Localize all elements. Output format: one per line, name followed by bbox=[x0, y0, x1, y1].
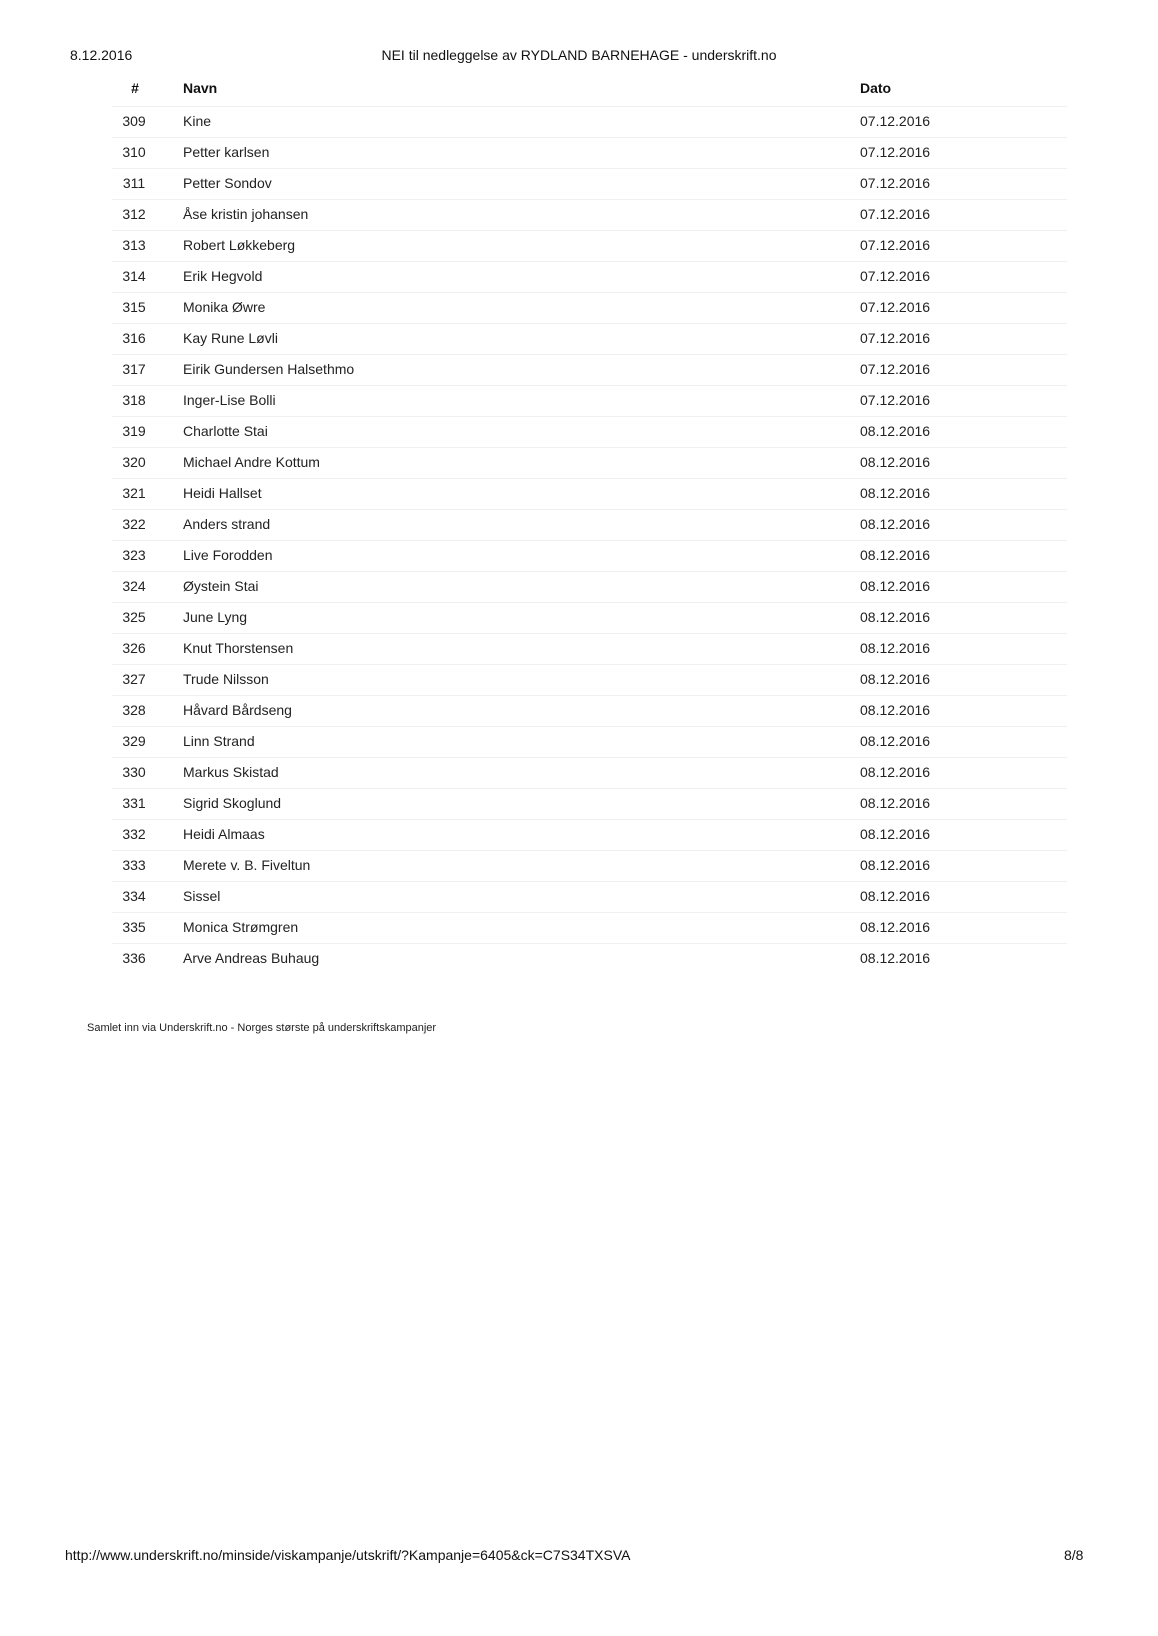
row-number: 313 bbox=[122, 237, 146, 253]
row-date: 07.12.2016 bbox=[860, 299, 931, 315]
row-date: 08.12.2016 bbox=[860, 950, 931, 966]
table-row bbox=[0, 261, 1158, 292]
row-date: 08.12.2016 bbox=[860, 454, 931, 470]
row-date: 07.12.2016 bbox=[860, 113, 931, 129]
table-row bbox=[0, 106, 1158, 137]
row-divider bbox=[112, 726, 1067, 727]
row-number: 309 bbox=[122, 113, 146, 129]
table-row bbox=[0, 757, 1158, 788]
row-name: Anders strand bbox=[183, 516, 271, 532]
row-date: 08.12.2016 bbox=[860, 485, 931, 501]
table-row bbox=[0, 943, 1158, 974]
table-row bbox=[0, 602, 1158, 633]
row-date: 08.12.2016 bbox=[860, 857, 931, 873]
row-name: Markus Skistad bbox=[183, 764, 279, 780]
table-row bbox=[0, 633, 1158, 664]
table-row bbox=[0, 819, 1158, 850]
row-date: 08.12.2016 bbox=[860, 702, 931, 718]
page-number: 8/8 bbox=[1064, 1547, 1084, 1563]
row-name: Monika Øwre bbox=[183, 299, 266, 315]
row-number: 322 bbox=[122, 516, 146, 532]
row-number: 325 bbox=[122, 609, 146, 625]
row-number: 317 bbox=[122, 361, 146, 377]
row-name: Åse kristin johansen bbox=[183, 206, 309, 222]
row-number: 336 bbox=[122, 950, 146, 966]
signature-table bbox=[0, 106, 1158, 974]
row-date: 07.12.2016 bbox=[860, 268, 931, 284]
table-row bbox=[0, 509, 1158, 540]
table-row bbox=[0, 540, 1158, 571]
table-row bbox=[0, 447, 1158, 478]
row-divider bbox=[112, 416, 1067, 417]
row-number: 327 bbox=[122, 671, 146, 687]
row-number: 319 bbox=[122, 423, 146, 439]
row-name: Eirik Gundersen Halsethmo bbox=[183, 361, 355, 377]
row-date: 08.12.2016 bbox=[860, 764, 931, 780]
row-number: 315 bbox=[122, 299, 146, 315]
table-row bbox=[0, 230, 1158, 261]
row-name: Merete v. B. Fiveltun bbox=[183, 857, 311, 873]
row-date: 08.12.2016 bbox=[860, 516, 931, 532]
row-number: 314 bbox=[122, 268, 146, 284]
row-date: 08.12.2016 bbox=[860, 609, 931, 625]
column-header-name: Navn bbox=[183, 80, 218, 96]
row-divider bbox=[112, 230, 1067, 231]
row-name: Live Forodden bbox=[183, 547, 273, 563]
row-name: Petter karlsen bbox=[183, 144, 270, 160]
row-divider bbox=[112, 168, 1067, 169]
row-date: 07.12.2016 bbox=[860, 330, 931, 346]
row-number: 321 bbox=[122, 485, 146, 501]
row-name: Erik Hegvold bbox=[183, 268, 263, 284]
table-row bbox=[0, 354, 1158, 385]
row-number: 328 bbox=[122, 702, 146, 718]
row-date: 07.12.2016 bbox=[860, 175, 931, 191]
row-name: Charlotte Stai bbox=[183, 423, 268, 439]
table-row bbox=[0, 323, 1158, 354]
row-divider bbox=[112, 137, 1067, 138]
table-row bbox=[0, 416, 1158, 447]
row-name: Heidi Almaas bbox=[183, 826, 265, 842]
row-name: Arve Andreas Buhaug bbox=[183, 950, 320, 966]
row-number: 320 bbox=[122, 454, 146, 470]
row-divider bbox=[112, 106, 1067, 107]
row-divider bbox=[112, 354, 1067, 355]
table-row bbox=[0, 726, 1158, 757]
row-divider bbox=[112, 602, 1067, 603]
column-header-date: Dato bbox=[860, 80, 892, 96]
table-row bbox=[0, 664, 1158, 695]
row-divider bbox=[112, 478, 1067, 479]
row-name: Michael Andre Kottum bbox=[183, 454, 320, 470]
page-url: http://www.underskrift.no/minside/viskampanje/utskrift/?Kampanje=6405&ck=C7S34TXSVA bbox=[65, 1547, 631, 1563]
row-name: Petter Sondov bbox=[183, 175, 272, 191]
row-divider bbox=[112, 323, 1067, 324]
row-number: 324 bbox=[122, 578, 146, 594]
row-number: 335 bbox=[122, 919, 146, 935]
row-divider bbox=[112, 788, 1067, 789]
row-date: 08.12.2016 bbox=[860, 888, 931, 904]
table-row bbox=[0, 571, 1158, 602]
row-name: Heidi Hallset bbox=[183, 485, 262, 501]
row-name: Knut Thorstensen bbox=[183, 640, 294, 656]
row-divider bbox=[112, 540, 1067, 541]
row-number: 333 bbox=[122, 857, 146, 873]
collection-note: Samlet inn via Underskrift.no - Norges største på underskriftskampanjer bbox=[87, 1022, 437, 1034]
table-row bbox=[0, 881, 1158, 912]
row-date: 07.12.2016 bbox=[860, 206, 931, 222]
table-row bbox=[0, 385, 1158, 416]
row-date: 08.12.2016 bbox=[860, 547, 931, 563]
table-header bbox=[0, 80, 1158, 102]
table-row bbox=[0, 199, 1158, 230]
page-header-date: 8.12.2016 bbox=[70, 47, 133, 63]
table-row bbox=[0, 850, 1158, 881]
row-divider bbox=[112, 261, 1067, 262]
table-row bbox=[0, 137, 1158, 168]
row-divider bbox=[112, 571, 1067, 572]
row-date: 07.12.2016 bbox=[860, 361, 931, 377]
row-divider bbox=[112, 633, 1067, 634]
row-number: 329 bbox=[122, 733, 146, 749]
row-name: Robert Løkkeberg bbox=[183, 237, 296, 253]
row-date: 07.12.2016 bbox=[860, 144, 931, 160]
row-name: Håvard Bårdseng bbox=[183, 702, 292, 718]
row-number: 311 bbox=[122, 175, 146, 191]
row-date: 08.12.2016 bbox=[860, 795, 931, 811]
row-name: Sissel bbox=[183, 888, 221, 904]
row-divider bbox=[112, 199, 1067, 200]
row-name: Trude Nilsson bbox=[183, 671, 269, 687]
row-divider bbox=[112, 509, 1067, 510]
row-number: 332 bbox=[122, 826, 146, 842]
row-number: 330 bbox=[122, 764, 146, 780]
table-row bbox=[0, 912, 1158, 943]
row-date: 08.12.2016 bbox=[860, 826, 931, 842]
row-divider bbox=[112, 881, 1067, 882]
column-header-number: # bbox=[131, 80, 139, 96]
row-number: 331 bbox=[122, 795, 146, 811]
row-date: 08.12.2016 bbox=[860, 578, 931, 594]
table-row bbox=[0, 168, 1158, 199]
row-number: 323 bbox=[122, 547, 146, 563]
row-number: 316 bbox=[122, 330, 146, 346]
row-date: 08.12.2016 bbox=[860, 423, 931, 439]
row-divider bbox=[112, 292, 1067, 293]
table-row bbox=[0, 478, 1158, 509]
row-name: Sigrid Skoglund bbox=[183, 795, 282, 811]
row-number: 334 bbox=[122, 888, 146, 904]
row-number: 312 bbox=[122, 206, 146, 222]
row-name: Kay Rune Løvli bbox=[183, 330, 278, 346]
row-name: Linn Strand bbox=[183, 733, 255, 749]
row-name: Inger-Lise Bolli bbox=[183, 392, 276, 408]
row-number: 310 bbox=[122, 144, 146, 160]
row-date: 08.12.2016 bbox=[860, 671, 931, 687]
row-name: Kine bbox=[183, 113, 212, 129]
table-row bbox=[0, 292, 1158, 323]
table-row bbox=[0, 788, 1158, 819]
table-row bbox=[0, 695, 1158, 726]
row-divider bbox=[112, 943, 1067, 944]
row-name: Monica Strømgren bbox=[183, 919, 299, 935]
row-date: 07.12.2016 bbox=[860, 392, 931, 408]
row-divider bbox=[112, 819, 1067, 820]
row-date: 08.12.2016 bbox=[860, 640, 931, 656]
row-divider bbox=[112, 695, 1067, 696]
row-name: June Lyng bbox=[183, 609, 248, 625]
row-divider bbox=[112, 447, 1067, 448]
page-header-title: NEI til nedleggelse av RYDLAND BARNEHAGE - underskrift.no bbox=[381, 47, 777, 63]
row-divider bbox=[112, 912, 1067, 913]
row-divider bbox=[112, 757, 1067, 758]
row-date: 08.12.2016 bbox=[860, 733, 931, 749]
row-divider bbox=[112, 664, 1067, 665]
row-date: 07.12.2016 bbox=[860, 237, 931, 253]
row-number: 318 bbox=[122, 392, 146, 408]
row-divider bbox=[112, 850, 1067, 851]
row-date: 08.12.2016 bbox=[860, 919, 931, 935]
row-divider bbox=[112, 385, 1067, 386]
row-name: Øystein Stai bbox=[183, 578, 259, 594]
row-number: 326 bbox=[122, 640, 146, 656]
